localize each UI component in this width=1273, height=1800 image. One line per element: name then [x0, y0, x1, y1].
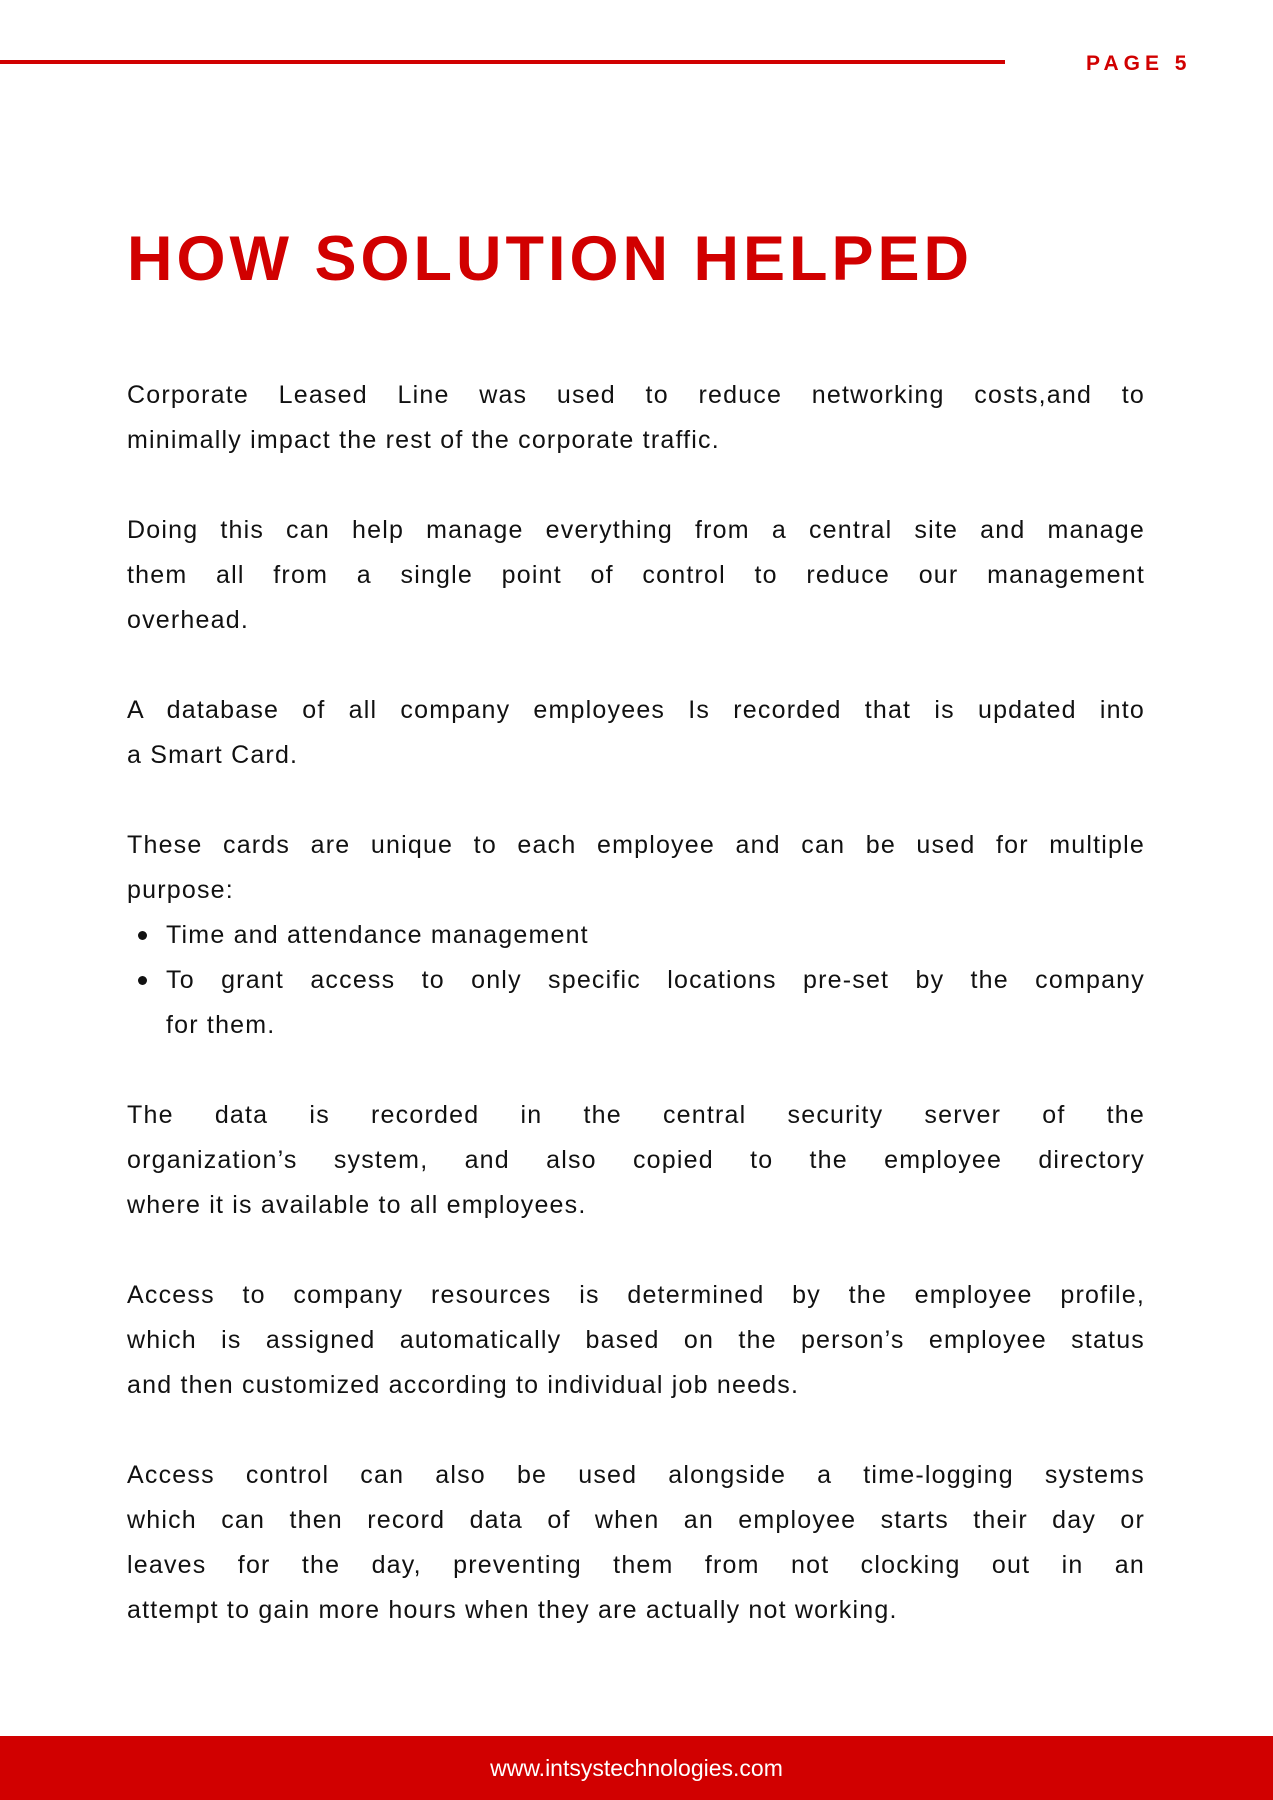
text-line: minimally impact the rest of the corporate traffic. — [127, 426, 720, 454]
bullet-dot-icon — [138, 976, 147, 985]
text-line: Corporate Leased Line was used to reduce networking costs,and to — [127, 381, 1145, 409]
text-line: To grant access to only specific locations pre-set by the company — [166, 966, 1145, 994]
text-line: organization’s system, and also copied to the employee directory — [127, 1146, 1145, 1174]
footer-website-link[interactable]: www.intsystechnologies.com — [490, 1754, 783, 1781]
bullet-item — [127, 913, 1145, 958]
text-line: Doing this can help manage everything from a central site and manage — [127, 516, 1145, 544]
text-line: Access to company resources is determined by the employee profile, — [127, 1281, 1145, 1309]
paragraph — [127, 823, 1145, 913]
text-line: overhead. — [127, 606, 249, 634]
text-line: where it is available to all employees. — [127, 1191, 587, 1219]
paragraph — [127, 508, 1145, 643]
bullet-dot-icon — [138, 931, 147, 940]
body-text — [127, 373, 1145, 1678]
footer-bar — [0, 1736, 1273, 1800]
text-line: attempt to gain more hours when they are actually not working. — [127, 1596, 898, 1624]
text-line: A database of all company employees Is recorded that is updated into — [127, 696, 1145, 724]
page-title: HOW SOLUTION HELPED — [127, 224, 973, 294]
header-rule — [0, 60, 1005, 64]
paragraph — [127, 373, 1145, 463]
text-line: Time and attendance management — [166, 921, 589, 949]
page-number: PAGE 5 — [1086, 52, 1192, 75]
text-line: purpose: — [127, 876, 234, 904]
paragraph — [127, 1273, 1145, 1408]
text-line: These cards are unique to each employee and can be used for multiple — [127, 831, 1145, 859]
text-line: them all from a single point of control to reduce our management — [127, 561, 1145, 589]
text-line: for them. — [166, 1011, 276, 1039]
text-line: which can then record data of when an employee starts their day or — [127, 1506, 1145, 1534]
text-line: which is assigned automatically based on the person’s employee status — [127, 1326, 1145, 1354]
text-line: and then customized according to individual job needs. — [127, 1371, 800, 1399]
text-line: leaves for the day, preventing them from not clocking out in an — [127, 1551, 1145, 1579]
bullet-item — [127, 958, 1145, 1048]
paragraph — [127, 1453, 1145, 1633]
text-line: Access control can also be used alongside a time-logging systems — [127, 1461, 1145, 1489]
paragraph — [127, 1093, 1145, 1228]
text-line: a Smart Card. — [127, 741, 299, 769]
text-line: The data is recorded in the central security server of the — [127, 1101, 1145, 1129]
bullet-list — [127, 913, 1145, 1048]
paragraph — [127, 688, 1145, 778]
